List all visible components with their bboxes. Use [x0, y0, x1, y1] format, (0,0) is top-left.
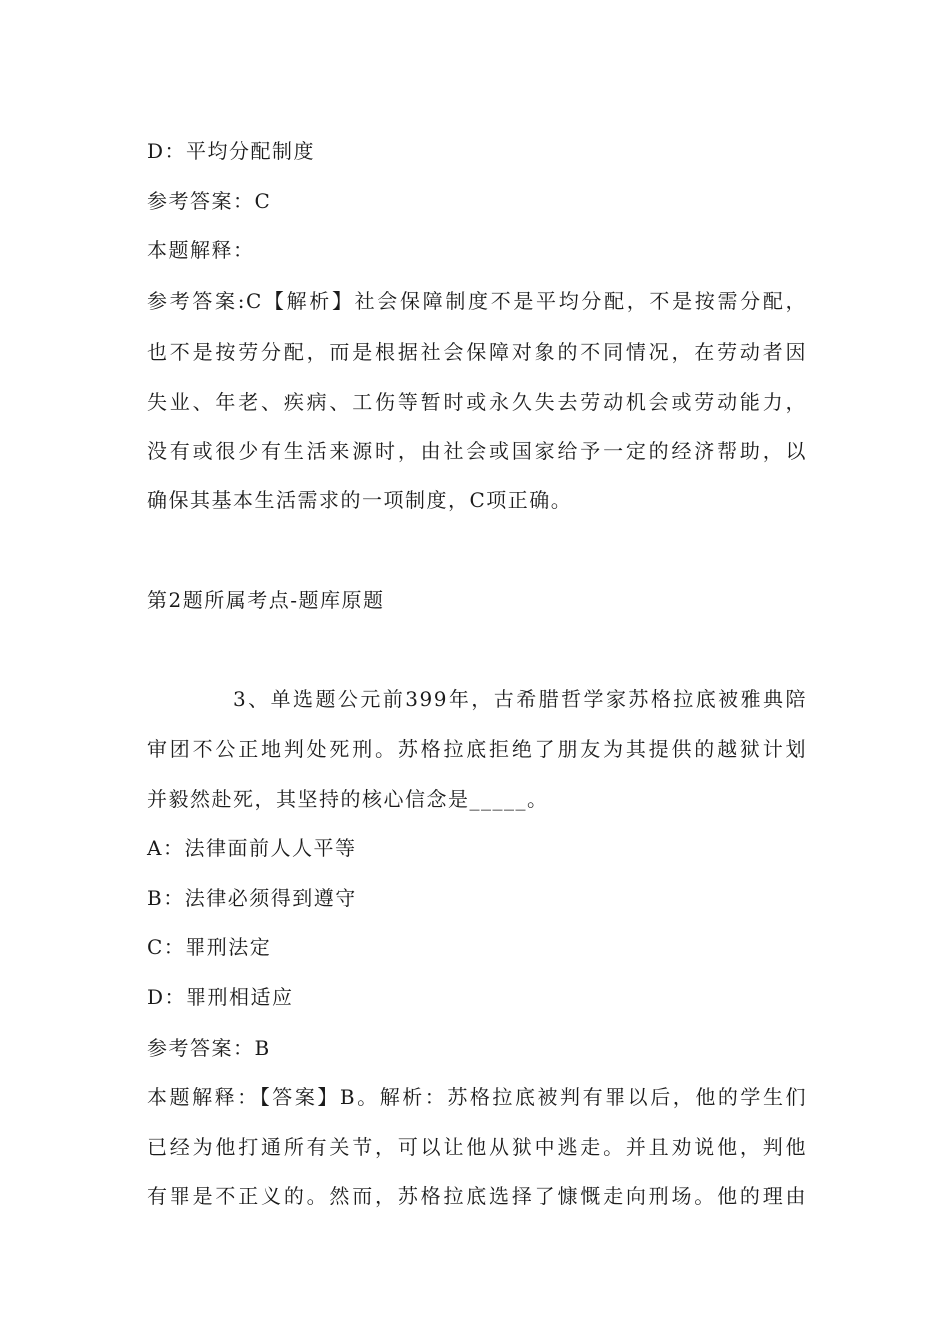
- q3-option-a: A：法律面前人人平等: [147, 836, 357, 860]
- q2-explanation-line: 参考答案:C【解析】社会保障制度不是平均分配，不是按需分配，: [147, 289, 807, 313]
- q3-explanation-line: 已经为他打通所有关节，可以让他从狱中逃走。并且劝说他，判他: [147, 1135, 807, 1159]
- q3-stem-line: 并毅然赴死，其坚持的核心信念是_____。: [147, 787, 549, 811]
- q3-stem-line: 审团不公正地判处死刑。苏格拉底拒绝了朋友为其提供的越狱计划: [147, 737, 807, 761]
- q3-stem-line: 3、单选题公元前399年，古希腊哲学家苏格拉底被雅典陪: [233, 687, 807, 711]
- q3-option-c: C：罪刑法定: [147, 935, 272, 959]
- q2-option-d: D：平均分配制度: [147, 139, 316, 163]
- q2-explanation-line: 没有或很少有生活来源时，由社会或国家给予一定的经济帮助，以: [147, 439, 807, 463]
- q3-answer: 参考答案：B: [147, 1036, 271, 1060]
- q2-explanation-label: 本题解释：: [147, 238, 255, 262]
- q3-option-d: D：罪刑相适应: [147, 985, 294, 1009]
- q3-option-b: B：法律必须得到遵守: [147, 886, 357, 910]
- q2-explanation-line: 失业、年老、疾病、工伤等暂时或永久失去劳动机会或劳动能力，: [147, 390, 807, 414]
- q3-explanation-line: 本题解释：【答案】B。解析：苏格拉底被判有罪以后，他的学生们: [147, 1085, 807, 1109]
- q2-answer: 参考答案：C: [147, 189, 272, 213]
- q3-explanation-line: 有罪是不正义的。然而，苏格拉底选择了慷慨走向刑场。他的理由: [147, 1184, 807, 1208]
- q2-explanation-line: 也不是按劳分配，而是根据社会保障对象的不同情况，在劳动者因: [147, 340, 807, 364]
- q2-source-note: 第2题所属考点-题库原题: [147, 588, 385, 612]
- q2-explanation-line: 确保其基本生活需求的一项制度，C项正确。: [147, 488, 573, 512]
